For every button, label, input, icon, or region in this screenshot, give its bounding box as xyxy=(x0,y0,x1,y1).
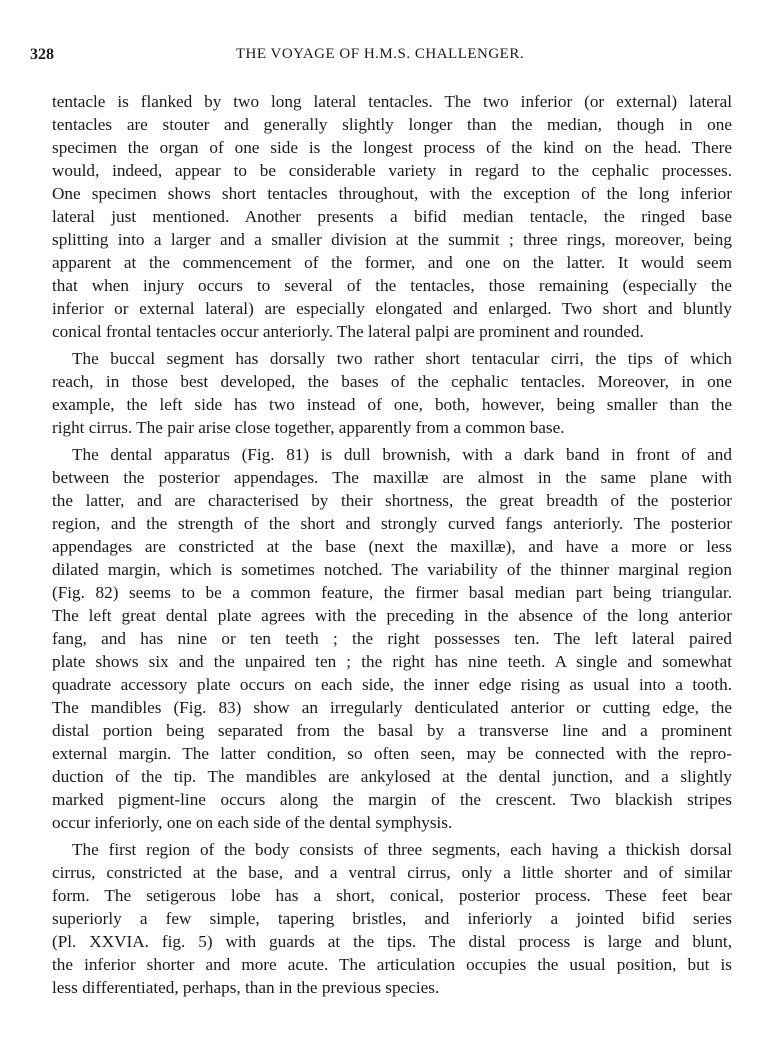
text-line: that when injury occurs to several of the tentacles, those remaining (especially the xyxy=(52,276,732,295)
text-line: the latter, and are characterised by their shortness, the great breadth of the posterior xyxy=(52,491,732,510)
text-line: The left great dental plate agrees with the preceding in the absence of the long anterior xyxy=(52,606,732,625)
body-text xyxy=(52,90,732,1003)
text-line: tentacle is flanked by two long lateral tentacles. The two inferior (or external) lateral xyxy=(52,92,732,111)
text-line: quadrate accessory plate occurs on each side, the inner edge rising as usual into a tooth. xyxy=(52,675,732,694)
text-line: example, the left side has two instead of one, both, however, being smaller than the xyxy=(52,395,732,414)
text-line: fang, and has nine or ten teeth ; the right possesses ten. The left lateral paired xyxy=(52,629,732,648)
text-line: duction of the tip. The mandibles are ankylosed at the dental junction, and a slightly xyxy=(52,767,732,786)
running-header xyxy=(30,46,730,70)
text-line: appendages are constricted at the base (next the maxillæ), and have a more or less xyxy=(52,537,732,556)
text-line: reach, in those best developed, the bases of the cephalic tentacles. Moreover, in one xyxy=(52,372,732,391)
text-line: specimen the organ of one side is the longest process of the kind on the head. There xyxy=(52,138,732,157)
text-line: cirrus, constricted at the base, and a ventral cirrus, only a little shorter and of similar xyxy=(52,863,732,882)
text-line: less differentiated, perhaps, than in the previous species. xyxy=(52,978,440,997)
text-line: lateral just mentioned. Another presents a bifid median tentacle, the ringed base xyxy=(52,207,732,226)
text-line: (Pl. XXVIA. fig. 5) with guards at the tips. The distal process is large and blunt, xyxy=(52,932,732,951)
text-line: tentacles are stouter and generally slightly longer than the median, though in one xyxy=(52,115,732,134)
text-line: The dental apparatus (Fig. 81) is dull brownish, with a dark band in front of and xyxy=(72,445,732,464)
paragraph xyxy=(52,838,732,999)
page-number: 328 xyxy=(30,46,54,63)
text-line: distal portion being separated from the basal by a transverse line and a prominent xyxy=(52,721,732,740)
text-line: superiorly a few simple, tapering bristles, and inferiorly a jointed bifid series xyxy=(52,909,732,928)
text-line: (Fig. 82) seems to be a common feature, the firmer basal median part being triangular. xyxy=(52,583,732,602)
paragraph xyxy=(52,90,732,343)
text-line: dilated margin, which is sometimes notched. The variability of the thinner marginal region xyxy=(52,560,732,579)
text-line: form. The setigerous lobe has a short, conical, posterior process. These feet bear xyxy=(52,886,732,905)
text-line: region, and the strength of the short and strongly curved fangs anteriorly. The posterior xyxy=(52,514,732,533)
text-line: right cirrus. The pair arise close together, apparently from a common base. xyxy=(52,418,565,437)
paragraph xyxy=(52,443,732,834)
text-line: The buccal segment has dorsally two rather short tentacular cirri, the tips of which xyxy=(72,349,732,368)
text-line: inferior or external lateral) are especially elongated and enlarged. Two short and bluntly xyxy=(52,299,732,318)
text-line: occur inferiorly, one on each side of the dental symphysis. xyxy=(52,813,453,832)
text-line: plate shows six and the unpaired ten ; the right has nine teeth. A single and somewhat xyxy=(52,652,732,671)
text-line: One specimen shows short tentacles throughout, with the exception of the long inferior xyxy=(52,184,732,203)
text-line: between the posterior appendages. The maxillæ are almost in the same plane with xyxy=(52,468,732,487)
text-line: external margin. The latter condition, so often seen, may be connected with the repro- xyxy=(52,744,732,763)
text-line: would, indeed, appear to be considerable variety in regard to the cephalic processes. xyxy=(52,161,732,180)
text-line: splitting into a larger and a smaller division at the summit ; three rings, moreover, being xyxy=(52,230,732,249)
text-line: conical frontal tentacles occur anteriorly. The lateral palpi are prominent and rounded. xyxy=(52,322,644,341)
running-title: THE VOYAGE OF H.M.S. CHALLENGER. xyxy=(235,46,525,62)
text-line: apparent at the commencement of the former, and one on the latter. It would seem xyxy=(52,253,732,272)
text-line: The mandibles (Fig. 83) show an irregularly denticulated anterior or cutting edge, the xyxy=(52,698,732,717)
text-line: the inferior shorter and more acute. The articulation occupies the usual position, but is xyxy=(52,955,732,974)
text-line: marked pigment-line occurs along the margin of the crescent. Two blackish stripes xyxy=(52,790,732,809)
paragraph xyxy=(52,347,732,439)
text-line: The first region of the body consists of three segments, each having a thickish dorsal xyxy=(72,840,732,859)
